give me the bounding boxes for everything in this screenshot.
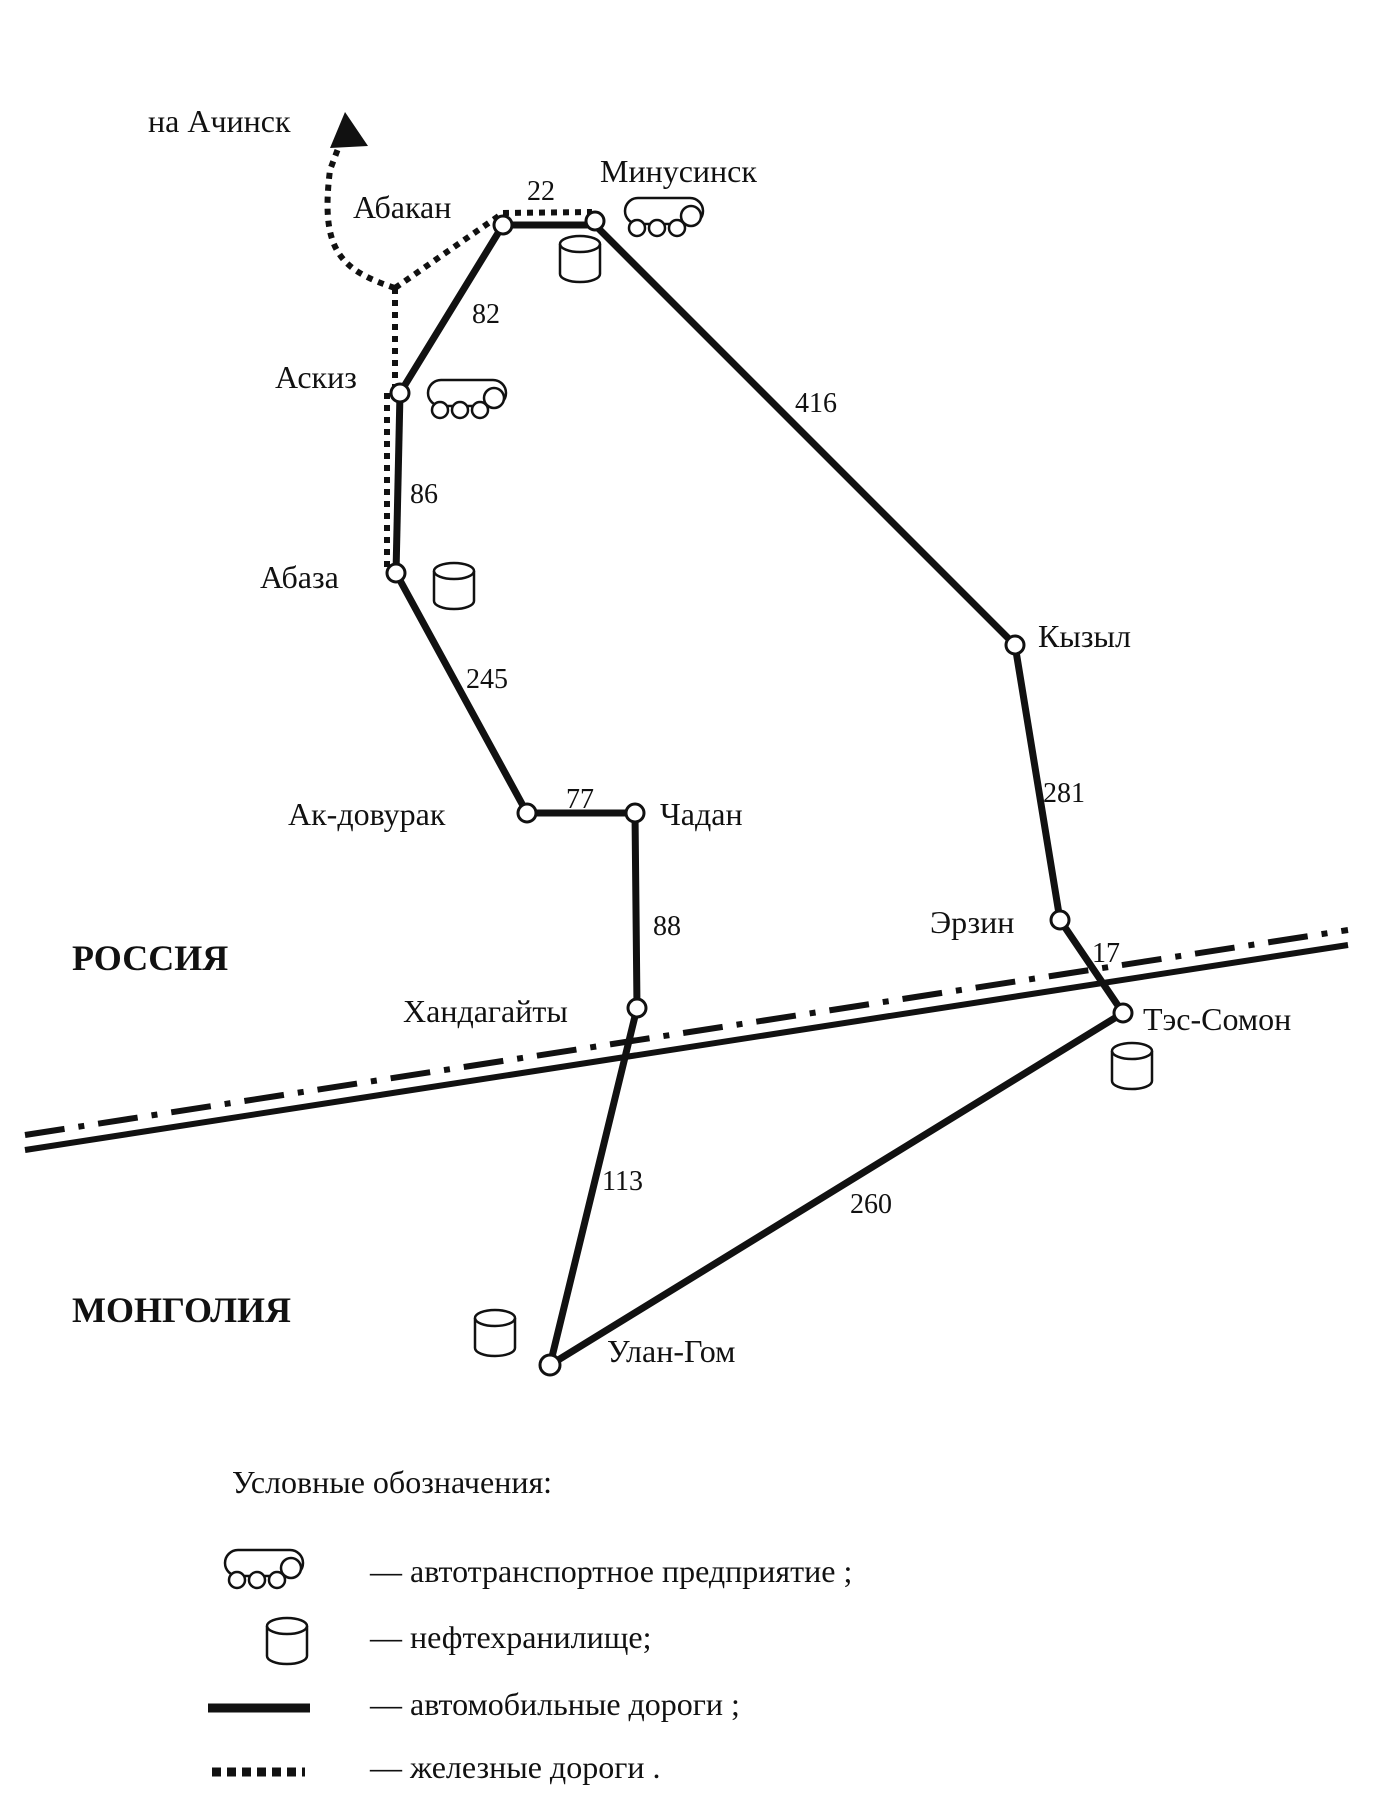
- city-label-chadan: Чадан: [660, 796, 743, 832]
- distance-label: 260: [850, 1189, 892, 1220]
- distance-label: 77: [566, 784, 594, 815]
- distance-label: 86: [410, 479, 438, 510]
- city-label-akdovurak: Ак-довурак: [288, 796, 446, 832]
- node-abaza[interactable]: [387, 564, 405, 582]
- city-label-tessomon: Тэс-Сомон: [1143, 1001, 1292, 1037]
- truck-icon: [428, 380, 506, 418]
- legend-item-label: — железные дороги .: [370, 1749, 661, 1785]
- node-ulangom[interactable]: [540, 1355, 560, 1375]
- node-kyzyl[interactable]: [1006, 636, 1024, 654]
- node-akdovurak[interactable]: [518, 804, 536, 822]
- truck-icon: [625, 198, 703, 236]
- railway-abakan-minusinsk: [503, 212, 592, 213]
- node-chadan[interactable]: [626, 804, 644, 822]
- distance-label: 82: [472, 299, 500, 330]
- truck-icon: [225, 1550, 303, 1588]
- node-minusinsk[interactable]: [586, 212, 604, 230]
- legend-item-label: — автотранспортное предприятие ;: [370, 1553, 853, 1589]
- arrow-north-icon: [330, 112, 368, 148]
- country-label-mongolia: МОНГОЛИЯ: [72, 1290, 292, 1330]
- legend-title: Условные обозначения:: [232, 1464, 553, 1500]
- distance-label: 22: [527, 176, 555, 207]
- oil-tank-icon: [475, 1310, 515, 1356]
- legend-item-label: — автомобильные дороги ;: [370, 1686, 740, 1722]
- city-label-abakan: Абакан: [353, 189, 452, 225]
- oil-tank-icon: [560, 236, 600, 282]
- distance-label: 245: [466, 664, 508, 695]
- city-label-khandagaity: Хандагайты: [403, 993, 568, 1029]
- oil-tank-icon: [267, 1618, 307, 1664]
- city-label-abaza: Абаза: [260, 559, 339, 595]
- distance-label: 416: [795, 388, 837, 419]
- destination-label: на Ачинск: [148, 103, 291, 139]
- node-khandagaity[interactable]: [628, 999, 646, 1017]
- node-tessomon[interactable]: [1114, 1004, 1132, 1022]
- node-erzin[interactable]: [1051, 911, 1069, 929]
- country-label-russia: РОССИЯ: [72, 938, 229, 978]
- distance-label: 281: [1043, 778, 1085, 809]
- city-label-ulangom: Улан-Гом: [607, 1333, 736, 1369]
- city-label-askiz: Аскиз: [275, 359, 357, 395]
- node-askiz[interactable]: [391, 384, 409, 402]
- legend-item-label: — нефтехранилище;: [370, 1619, 652, 1655]
- city-label-erzin: Эрзин: [930, 904, 1015, 940]
- oil-tank-icon: [1112, 1043, 1152, 1089]
- distance-label: 17: [1092, 938, 1120, 969]
- distance-label: 113: [602, 1166, 643, 1197]
- distance-label: 88: [653, 911, 681, 942]
- city-label-minusinsk: Минусинск: [600, 153, 757, 189]
- city-label-kyzyl: Кызыл: [1038, 618, 1131, 654]
- node-abakan[interactable]: [494, 216, 512, 234]
- oil-tank-icon: [434, 563, 474, 609]
- legend: [208, 1464, 852, 1785]
